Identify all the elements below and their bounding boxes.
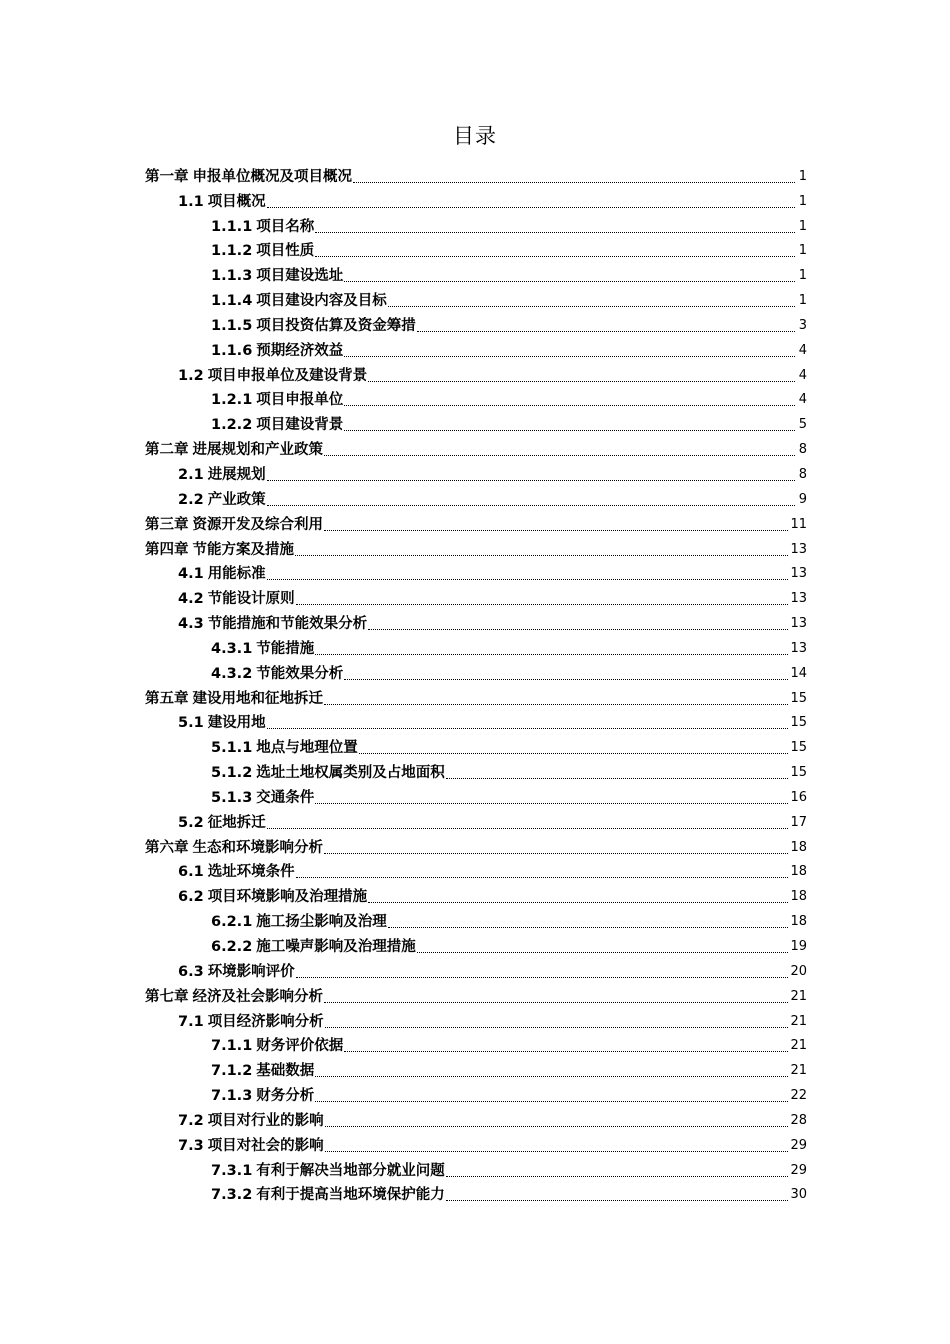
- toc-entry-label: 有利于提高当地环境保护能力: [256, 1187, 445, 1204]
- dot-leader: [267, 479, 795, 481]
- toc-entry-page-number: 13: [790, 591, 807, 607]
- dot-leader: [344, 280, 795, 282]
- dot-leader: [368, 380, 795, 382]
- toc-entry-page-number: 1: [798, 243, 807, 259]
- dot-leader: [325, 1150, 789, 1152]
- dot-leader: [315, 1075, 788, 1077]
- toc-entry-number: 1.2.2: [211, 417, 253, 434]
- toc-entry-page-number: 14: [790, 665, 807, 681]
- toc-entry-number: 1.1.2: [211, 243, 253, 260]
- toc-entry[interactable]: [145, 485, 807, 510]
- toc-entry-number: 7.3: [178, 1137, 204, 1154]
- toc-entry-page-number: 13: [790, 541, 807, 557]
- toc-entry-label: 节能设计原则: [207, 591, 295, 608]
- toc-entry[interactable]: [145, 510, 807, 535]
- dot-leader: [446, 1175, 789, 1177]
- dot-leader: [296, 976, 789, 978]
- toc-entry-label: 进展规划和产业政策: [192, 442, 323, 459]
- toc-entry-number: 4.1: [178, 566, 204, 583]
- toc-entry-page-number: 18: [790, 839, 807, 855]
- toc-list: [145, 162, 807, 1205]
- toc-entry[interactable]: [145, 410, 807, 435]
- toc-entry-label: 项目性质: [256, 243, 315, 260]
- dot-leader: [344, 1050, 788, 1052]
- toc-entry[interactable]: [145, 733, 807, 758]
- toc-entry-page-number: 1: [798, 218, 807, 234]
- toc-entry-page-number: 13: [790, 566, 807, 582]
- toc-entry-label: 生态和环境影响分析: [192, 839, 323, 856]
- toc-entry-number: 6.2: [178, 889, 204, 906]
- toc-entry-number: 5.1.3: [211, 789, 253, 806]
- dot-leader: [344, 355, 795, 357]
- toc-entry[interactable]: [145, 435, 807, 460]
- toc-entry[interactable]: [145, 1156, 807, 1181]
- dot-leader: [267, 206, 795, 208]
- toc-entry-page-number: 18: [790, 864, 807, 880]
- toc-entry[interactable]: [145, 584, 807, 609]
- toc-entry-number: 1.1.4: [211, 293, 253, 310]
- toc-entry-number: 2.1: [178, 466, 204, 483]
- toc-entry[interactable]: [145, 882, 807, 907]
- dot-leader: [368, 901, 788, 903]
- toc-entry[interactable]: [145, 1106, 807, 1131]
- toc-entry-label: 施工噪声影响及治理措施: [256, 939, 416, 955]
- toc-entry-label: 节能效果分析: [256, 665, 344, 682]
- dot-leader: [296, 603, 789, 605]
- toc-entry-number: 第二章: [145, 442, 189, 459]
- toc-entry-page-number: 4: [798, 392, 807, 408]
- toc-entry[interactable]: [145, 982, 807, 1007]
- toc-entry-page-number: 18: [790, 889, 807, 905]
- toc-entry-label: 交通条件: [256, 789, 315, 806]
- toc-entry-number: 1.1: [178, 193, 204, 210]
- dot-leader: [267, 504, 795, 506]
- toc-entry-page-number: 30: [790, 1187, 807, 1203]
- toc-entry[interactable]: [145, 261, 807, 286]
- dot-leader: [315, 1100, 788, 1102]
- toc-entry-page-number: 8: [798, 466, 807, 482]
- toc-entry[interactable]: [145, 783, 807, 808]
- toc-entry-number: 6.1: [178, 864, 204, 881]
- toc-entry-label: 项目对社会的影响: [207, 1137, 324, 1154]
- toc-entry[interactable]: [145, 858, 807, 883]
- dot-leader: [446, 1199, 789, 1201]
- dot-leader: [353, 181, 795, 183]
- toc-entry-page-number: 5: [798, 417, 807, 433]
- toc-entry-label: 项目概况: [207, 193, 266, 210]
- dot-leader: [344, 429, 795, 431]
- toc-entry[interactable]: [145, 535, 807, 560]
- toc-entry-label: 项目对行业的影响: [207, 1112, 324, 1129]
- toc-entry-label: 用能标准: [207, 566, 266, 583]
- toc-entry-page-number: 21: [790, 1063, 807, 1079]
- toc-entry[interactable]: [145, 212, 807, 237]
- toc-entry-label: 预期经济效益: [256, 342, 344, 359]
- toc-entry-page-number: 18: [790, 914, 807, 930]
- toc-entry-page-number: 19: [790, 939, 807, 954]
- toc-entry-number: 1.1.1: [211, 218, 253, 235]
- toc-entry-label: 财务分析: [256, 1088, 315, 1105]
- toc-entry-number: 5.1: [178, 715, 204, 732]
- toc-entry-label: 基础数据: [256, 1063, 315, 1080]
- toc-entry-label: 申报单位概况及项目概况: [192, 168, 352, 185]
- toc-entry-page-number: 13: [790, 640, 807, 656]
- toc-entry-label: 地点与地理位置: [256, 740, 358, 757]
- toc-entry-label: 有利于解决当地部分就业问题: [256, 1162, 445, 1179]
- toc-entry[interactable]: [145, 286, 807, 311]
- toc-entry[interactable]: [145, 907, 807, 932]
- dot-leader: [315, 653, 788, 655]
- toc-entry[interactable]: [145, 833, 807, 858]
- toc-entry-number: 6.2.2: [211, 939, 253, 955]
- toc-entry-page-number: 28: [790, 1112, 807, 1128]
- dot-leader: [267, 578, 789, 580]
- toc-entry-page-number: 29: [790, 1137, 807, 1153]
- dot-leader: [267, 727, 789, 729]
- toc-entry-page-number: 8: [798, 442, 807, 458]
- toc-entry-label: 节能措施和节能效果分析: [207, 616, 368, 633]
- toc-entry-label: 环境影响评价: [207, 963, 295, 980]
- toc-entry-page-number: 3: [798, 317, 807, 333]
- toc-entry[interactable]: [145, 187, 807, 212]
- toc-entry-number: 7.3.2: [211, 1187, 253, 1204]
- toc-entry-page-number: 15: [790, 715, 807, 731]
- dot-leader: [296, 876, 789, 878]
- toc-entry-number: 第三章: [145, 516, 189, 533]
- toc-entry-number: 4.3: [178, 616, 204, 633]
- toc-entry[interactable]: [145, 560, 807, 585]
- toc-entry-label: 节能方案及措施: [192, 541, 294, 558]
- toc-entry-page-number: 21: [790, 1013, 807, 1029]
- toc-entry[interactable]: [145, 162, 807, 187]
- toc-entry-number: 5.1.2: [211, 765, 253, 782]
- toc-entry-label: 选址土地权属类别及占地面积: [256, 765, 445, 782]
- toc-entry-number: 第四章: [145, 541, 189, 558]
- toc-entry-number: 1.2: [178, 367, 204, 384]
- dot-leader: [388, 305, 795, 307]
- toc-entry-number: 第六章: [145, 839, 189, 856]
- toc-entry[interactable]: [145, 709, 807, 734]
- dot-leader: [315, 231, 795, 233]
- toc-entry[interactable]: [145, 1181, 807, 1206]
- dot-leader: [315, 255, 795, 257]
- toc-entry-number: 7.1.1: [211, 1038, 253, 1055]
- dot-leader: [446, 777, 789, 779]
- toc-entry-label: 资源开发及综合利用: [192, 516, 323, 533]
- dot-leader: [417, 951, 789, 953]
- toc-entry-number: 1.1.3: [211, 268, 253, 285]
- toc-entry-number: 1.1.6: [211, 342, 253, 359]
- toc-entry-number: 1.2.1: [211, 392, 253, 409]
- dot-leader: [344, 678, 788, 680]
- toc-entry-number: 第一章: [145, 168, 189, 185]
- dot-leader: [295, 554, 788, 556]
- toc-entry[interactable]: [145, 808, 807, 833]
- toc-entry-page-number: 13: [790, 616, 807, 632]
- toc-entry-number: 6.2.1: [211, 914, 253, 931]
- toc-entry-page-number: 15: [790, 765, 807, 781]
- toc-entry-number: 2.2: [178, 491, 204, 508]
- dot-leader: [325, 1026, 789, 1028]
- toc-entry[interactable]: [145, 1007, 807, 1032]
- toc-entry-page-number: 1: [798, 168, 807, 184]
- toc-title: 目录: [453, 124, 497, 148]
- toc-entry-page-number: 4: [798, 367, 807, 383]
- dot-leader: [324, 1001, 788, 1003]
- toc-entry-label: 项目名称: [256, 218, 315, 235]
- toc-entry-label: 征地拆迁: [207, 814, 266, 831]
- toc-entry-number: 6.3: [178, 963, 204, 980]
- toc-entry-label: 财务评价依据: [256, 1038, 344, 1055]
- toc-entry[interactable]: [145, 336, 807, 361]
- toc-entry-page-number: 15: [790, 740, 807, 756]
- toc-entry-number: 1.1.5: [211, 317, 253, 334]
- dot-leader: [267, 827, 789, 829]
- dot-leader: [324, 703, 788, 705]
- toc-entry-page-number: 21: [790, 1038, 807, 1054]
- toc-entry-page-number: 16: [790, 789, 807, 805]
- toc-entry-number: 第七章: [145, 988, 189, 1005]
- toc-entry[interactable]: [145, 1081, 807, 1106]
- toc-entry[interactable]: [145, 1131, 807, 1156]
- dot-leader: [368, 628, 788, 630]
- toc-entry[interactable]: [145, 932, 807, 957]
- toc-entry-number: 7.3.1: [211, 1162, 253, 1179]
- toc-entry-label: 项目建设背景: [256, 417, 344, 434]
- toc-entry-number: 7.1.2: [211, 1063, 253, 1080]
- toc-entry-label: 建设用地和征地拆迁: [192, 690, 323, 707]
- toc-entry-label: 选址环境条件: [207, 864, 295, 881]
- toc-entry[interactable]: [145, 311, 807, 336]
- toc-entry[interactable]: [145, 361, 807, 386]
- toc-entry[interactable]: [145, 1056, 807, 1081]
- toc-entry-number: 第五章: [145, 690, 189, 707]
- toc-entry-page-number: 22: [790, 1088, 807, 1104]
- toc-entry-page-number: 1: [798, 193, 807, 209]
- toc-entry-number: 7.1.3: [211, 1088, 253, 1105]
- toc-entry-number: 4.3.2: [211, 665, 253, 682]
- toc-entry[interactable]: [145, 634, 807, 659]
- toc-entry[interactable]: [145, 1032, 807, 1057]
- toc-entry-page-number: 29: [790, 1162, 807, 1178]
- toc-entry-label: 项目建设内容及目标: [256, 293, 387, 310]
- toc-entry-label: 项目环境影响及治理措施: [207, 889, 368, 906]
- dot-leader: [324, 852, 788, 854]
- dot-leader: [325, 1125, 789, 1127]
- toc-entry-page-number: 11: [790, 516, 807, 532]
- toc-entry-number: 5.2: [178, 814, 204, 831]
- toc-entry-number: 7.2: [178, 1112, 204, 1129]
- toc-entry-page-number: 1: [798, 268, 807, 284]
- toc-entry-number: 4.2: [178, 591, 204, 608]
- toc-entry-label: 项目申报单位及建设背景: [207, 367, 368, 384]
- toc-entry-label: 节能措施: [256, 640, 315, 657]
- toc-entry-page-number: 9: [798, 491, 807, 507]
- toc-entry-label: 施工扬尘影响及治理: [256, 914, 387, 931]
- toc-entry[interactable]: [145, 460, 807, 485]
- toc-entry[interactable]: [145, 659, 807, 684]
- toc-entry-page-number: 17: [790, 814, 807, 830]
- toc-entry-page-number: 15: [790, 690, 807, 706]
- toc-entry[interactable]: [145, 609, 807, 634]
- toc-entry[interactable]: [145, 386, 807, 411]
- toc-entry-label: 项目建设选址: [256, 268, 344, 285]
- toc-entry-label: 建设用地: [207, 715, 266, 732]
- toc-entry-label: 项目投资估算及资金筹措: [256, 317, 416, 334]
- toc-entry-number: 4.3.1: [211, 640, 253, 657]
- dot-leader: [417, 330, 795, 332]
- toc-entry-page-number: 4: [798, 342, 807, 358]
- toc-entry-number: 7.1: [178, 1013, 204, 1030]
- dot-leader: [344, 404, 795, 406]
- toc-entry-page-number: 20: [790, 963, 807, 979]
- toc-entry-page-number: 1: [798, 293, 807, 309]
- toc-entry[interactable]: [145, 758, 807, 783]
- dot-leader: [359, 752, 789, 754]
- toc-entry-label: 经济及社会影响分析: [192, 988, 323, 1005]
- toc-entry[interactable]: [145, 957, 807, 982]
- toc-entry[interactable]: [145, 237, 807, 262]
- toc-entry-page-number: 21: [790, 988, 807, 1004]
- dot-leader: [315, 802, 788, 804]
- toc-entry[interactable]: [145, 684, 807, 709]
- dot-leader: [324, 454, 795, 456]
- toc-entry-label: 项目经济影响分析: [207, 1013, 324, 1030]
- dot-leader: [388, 926, 789, 928]
- toc-entry-label: 项目申报单位: [256, 392, 344, 409]
- dot-leader: [324, 529, 788, 531]
- toc-entry-label: 产业政策: [207, 491, 266, 508]
- toc-entry-label: 进展规划: [207, 466, 266, 483]
- toc-entry-number: 5.1.1: [211, 740, 253, 757]
